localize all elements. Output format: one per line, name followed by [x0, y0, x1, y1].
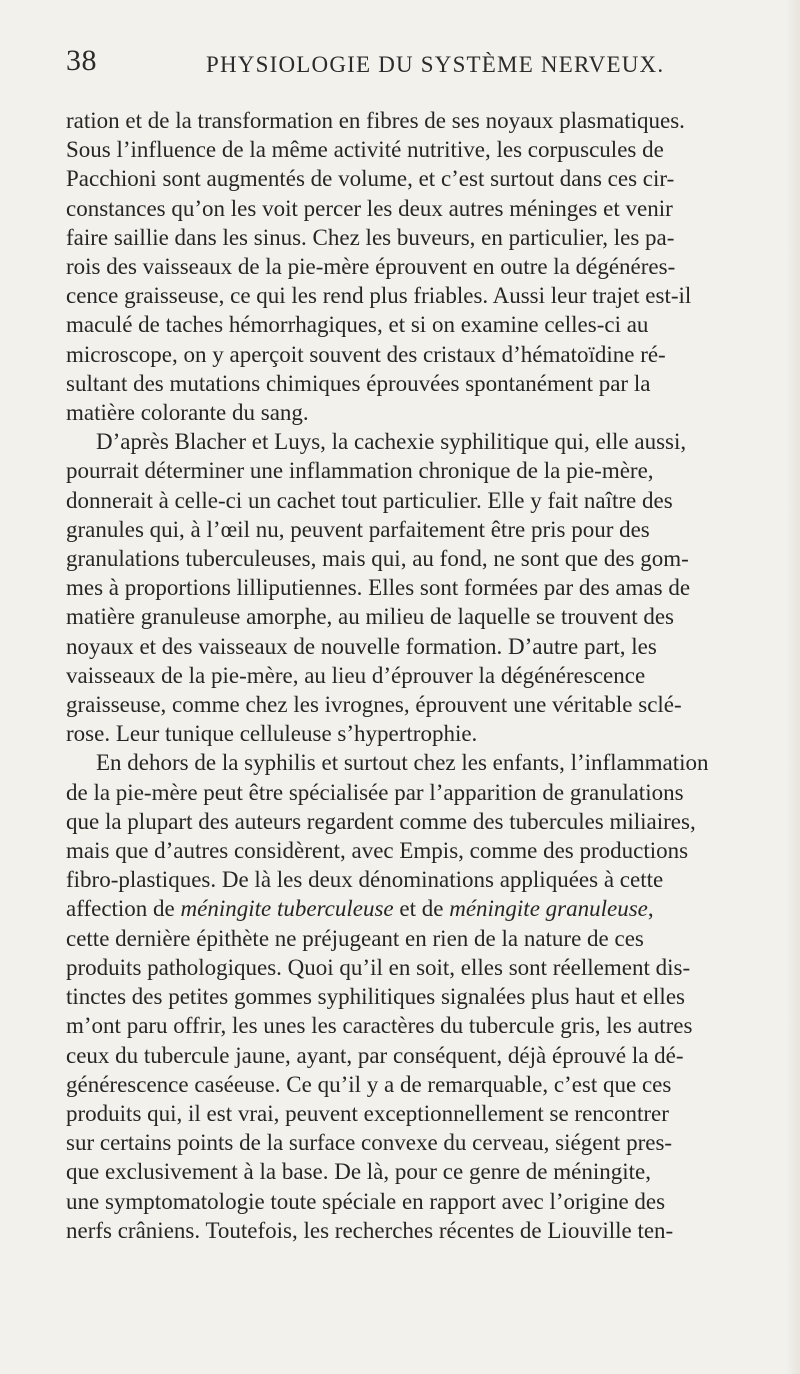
text-line: tinctes des petites gommes syphilitiques signalées plus haut et elles	[66, 984, 685, 1010]
text-line: granules qui, à l’œil nu, peuvent parfaitement être pris pour des	[66, 516, 650, 542]
page-number: 38	[66, 44, 97, 77]
text-line: maculé de taches hémorrhagiques, et si on examine celles-ci au	[66, 312, 649, 338]
text-line: nerfs crâniens. Toutefois, les recherches récentes de Liouville ten-	[66, 1217, 674, 1243]
text-line: de la pie-mère peut être spécialisée par l’apparition de granulations	[66, 779, 684, 805]
text-line: ceux du tubercule jaune, ayant, par conséquent, déjà éprouvé la dé-	[66, 1042, 684, 1068]
text-line: pourrait déterminer une inflammation chronique de la pie-mère,	[66, 458, 654, 484]
text-line: fibro-plastiques. De là les deux dénominations appliquées à cette	[66, 867, 664, 893]
text-line: sultant des mutations chimiques éprouvées spontanément par la	[66, 370, 651, 396]
italic-term: méningite tuberculeuse	[180, 896, 394, 922]
text-line: ration et de la transformation en fibres de ses noyaux plasmatiques.	[66, 108, 685, 133]
paragraph-2	[66, 427, 738, 748]
text-line: faire saillie dans les sinus. Chez les buveurs, en particulier, les pa-	[66, 224, 675, 250]
page-edge-shadow	[786, 0, 800, 1374]
text-line: matière colorante du sang.	[66, 400, 309, 426]
text-line: mais que d’autres considèrent, avec Empis, comme des productions	[66, 838, 689, 864]
running-title: PHYSIOLOGIE DU SYSTÈME NERVEUX.	[206, 52, 665, 77]
text-line: cence graisseuse, ce qui les rend plus friables. Aussi leur trajet est-il	[66, 283, 692, 309]
paragraph-3	[66, 748, 738, 1244]
text-line: sur certains points de la surface convexe du cerveau, siégent pres-	[66, 1130, 673, 1156]
text-line: granulations tuberculeuses, mais qui, au fond, ne sont que des gom-	[66, 546, 689, 572]
text-line: vaisseaux de la pie-mère, au lieu d’éprouver la dégénérescence	[66, 662, 646, 688]
text-line: Sous l’influence de la même activité nutritive, les corpuscules de	[66, 137, 664, 163]
text-fragment: et de	[393, 896, 450, 922]
text-line: produits pathologiques. Quoi qu’il en soit, elles sont réellement dis-	[66, 954, 691, 980]
text-line: que exclusivement à la base. De là, pour ce genre de méningite,	[66, 1159, 651, 1185]
body-text	[66, 106, 738, 1245]
text-line: une symptomatologie toute spéciale en rapport avec l’origine des	[66, 1188, 666, 1214]
text-line: Pacchioni sont augmentés de volume, et c’est surtout dans ces cir-	[66, 166, 675, 192]
paragraph-1	[66, 106, 738, 427]
running-head	[66, 44, 734, 84]
text-line: produits qui, il est vrai, peuvent exceptionnellement se rencontrer	[66, 1100, 669, 1126]
text-line: que la plupart des auteurs regardent comme des tubercules miliaires,	[66, 808, 696, 834]
text-line: rois des vaisseaux de la pie-mère éprouvent en outre la dégénéres-	[66, 254, 676, 280]
text-line: microscope, on y aperçoit souvent des cristaux d’hématoïdine ré-	[66, 341, 666, 367]
text-line: graisseuse, comme chez les ivrognes, éprouvent une véritable sclé-	[66, 692, 682, 718]
text-line: matière granuleuse amorphe, au milieu de laquelle se trouvent des	[66, 604, 674, 630]
text-line: donnerait à celle-ci un cachet tout particulier. Elle y fait naître des	[66, 487, 673, 513]
text-fragment: affection de	[66, 896, 181, 922]
text-line: En dehors de la syphilis et surtout chez les enfants, l’inflammation	[96, 750, 709, 776]
text-line: mes à proportions lilliputiennes. Elles sont formées par des amas de	[66, 575, 691, 601]
text-line: rose. Leur tunique celluleuse s’hypertrophie.	[66, 721, 478, 747]
text-line: constances qu’on les voit percer les deux autres méninges et venir	[66, 195, 673, 221]
text-line: noyaux et des vaisseaux de nouvelle formation. D’autre part, les	[66, 633, 657, 659]
text-line: D’après Blacher et Luys, la cachexie syphilitique qui, elle aussi,	[96, 429, 687, 455]
text-fragment: ,	[647, 896, 654, 922]
text-line-with-italics	[66, 894, 738, 923]
text-line: générescence caséeuse. Ce qu’il y a de remarquable, c’est que ces	[66, 1071, 672, 1097]
text-line: m’ont paru offrir, les unes les caractères du tubercule gris, les autres	[66, 1013, 693, 1039]
italic-term: méningite granuleuse	[449, 896, 648, 922]
text-line: cette dernière épithète ne préjugeant en rien de la nature de ces	[66, 925, 644, 951]
